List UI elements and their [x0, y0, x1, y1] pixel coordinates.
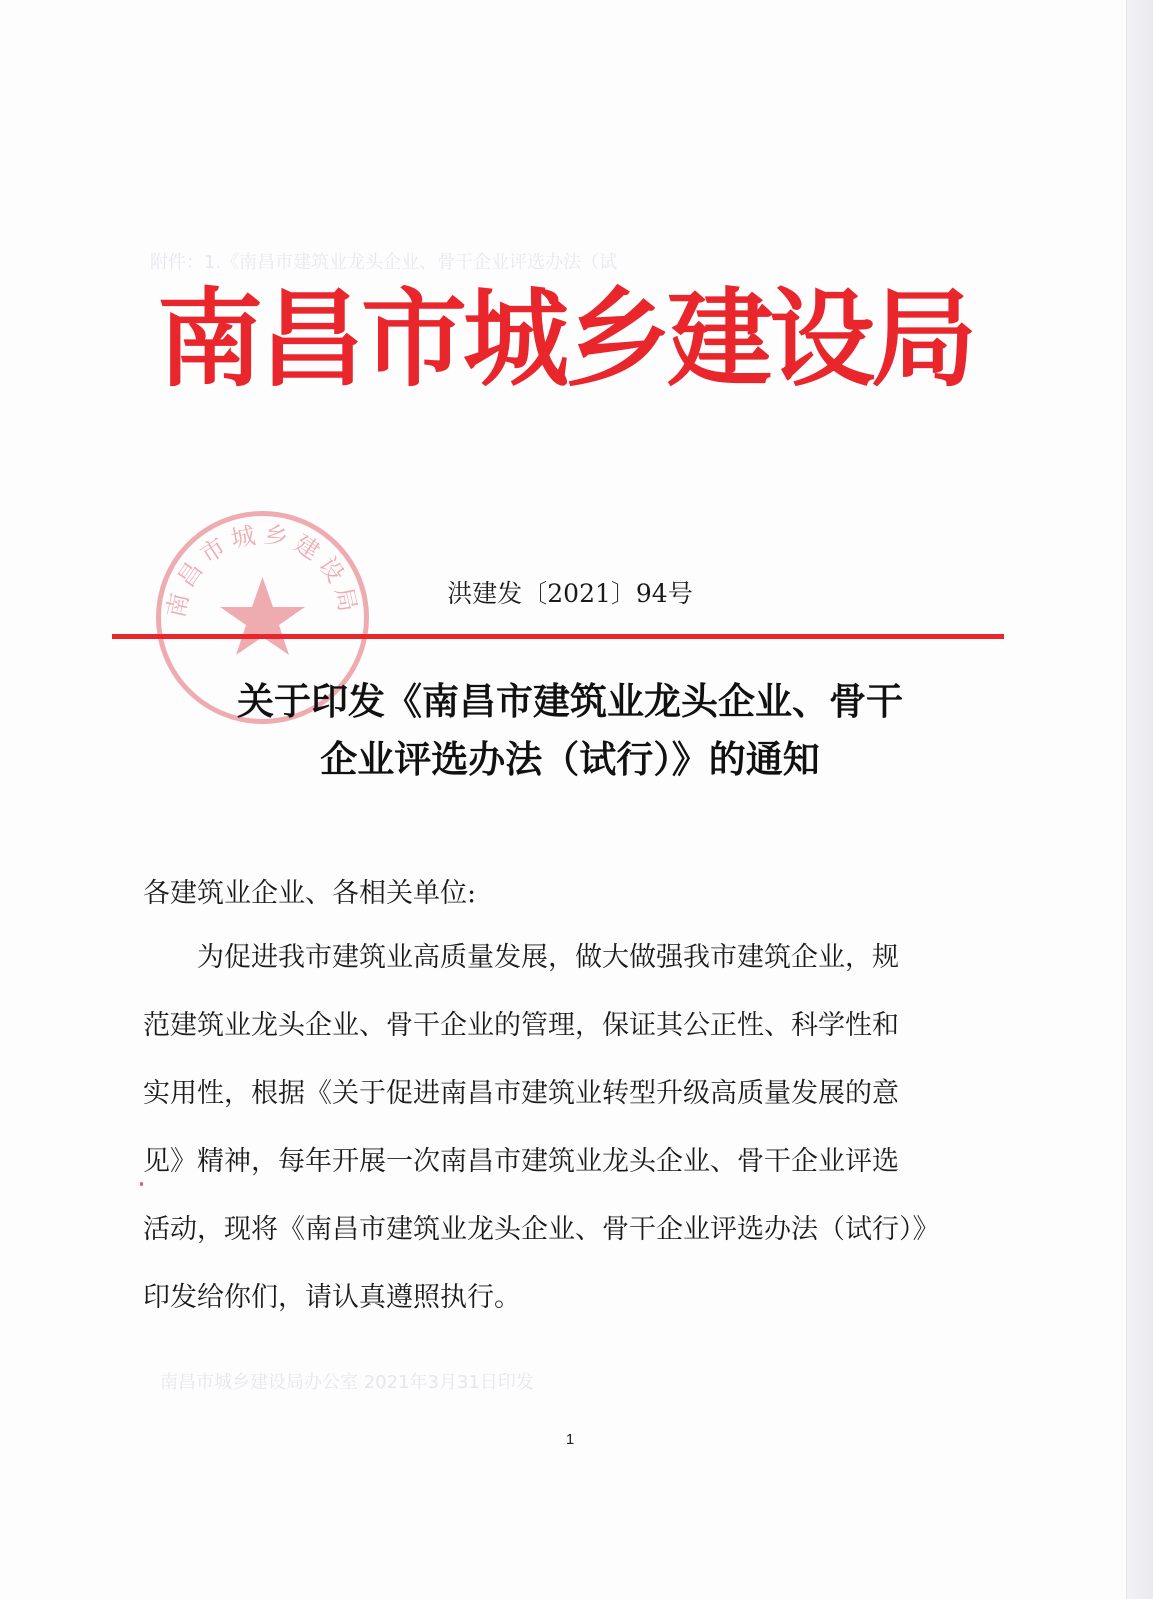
document-number: 洪建发〔2021〕94号: [447, 579, 693, 608]
body-line: 实用性，根据《关于促进南昌市建筑业转型升级高质量发展的意: [143, 1078, 899, 1109]
star-icon: [220, 577, 305, 655]
title-line: 关于印发《南昌市建筑业龙头企业、骨干: [237, 679, 903, 723]
svg-text:南昌市城乡建设局: 南昌市城乡建设局: [161, 520, 364, 621]
bleed-through-text-bottom: 南昌市城乡建设局办公室 2021年3月31日印发: [160, 1372, 534, 1392]
ink-speck: [140, 1182, 143, 1186]
body-line: 活动，现将《南昌市建筑业龙头企业、骨干企业评选办法（试行）》: [143, 1214, 940, 1245]
salutation: 各建筑业企业、各相关单位:: [143, 878, 477, 909]
document-title: [130, 672, 1010, 788]
scan-edge-shadow: [1127, 0, 1153, 1599]
body-line: 见》精神，每年开展一次南昌市建筑业龙头企业、骨干企业评选: [143, 1146, 899, 1177]
red-separator-rule: [112, 634, 1004, 639]
body-line: 印发给你们，请认真遵照执行。: [143, 1282, 521, 1313]
body-line: 为促进我市建筑业高质量发展，做大做强我市建筑企业，规: [143, 942, 899, 973]
title-line: 企业评选办法（试行）》的通知: [320, 737, 820, 781]
page-number: 1: [565, 1431, 575, 1448]
body-line: 范建筑业龙头企业、骨干企业的管理，保证其公正性、科学性和: [143, 1010, 899, 1041]
body-text: [143, 930, 993, 1338]
issuer-masthead: 南昌市城乡建设局: [157, 278, 973, 401]
bleed-through-text-top: 附件：1.《南昌市建筑业龙头企业、骨干企业评选办法（试: [150, 252, 618, 272]
